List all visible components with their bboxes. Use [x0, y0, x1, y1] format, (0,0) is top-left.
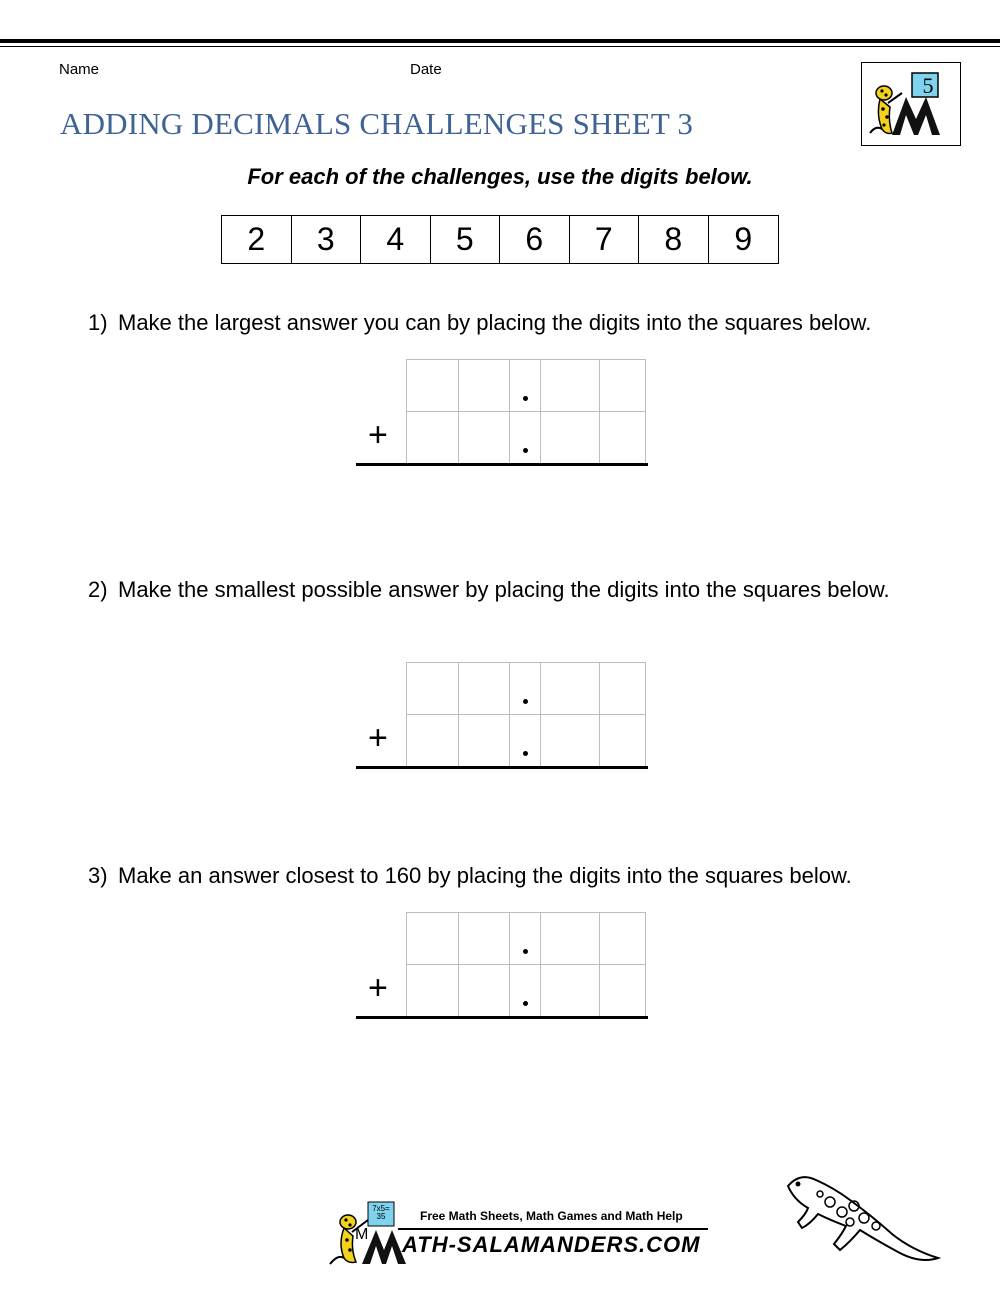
name-label: Name [59, 61, 100, 78]
addition-problem-1 [356, 359, 648, 467]
decimal-point [523, 1001, 528, 1006]
plus-sign: + [368, 969, 388, 1007]
question-number: 1) [88, 310, 108, 335]
footer-tagline: Free Math Sheets, Math Games and Math Help [420, 1209, 683, 1223]
digit-square[interactable] [599, 662, 646, 715]
digit-square[interactable] [599, 714, 646, 767]
digit-square[interactable] [406, 359, 459, 412]
decimal-point-cell [509, 714, 541, 767]
digit-strip [221, 215, 779, 264]
answer-grid [406, 359, 645, 463]
top-rule-thin [0, 46, 1000, 47]
digit-square[interactable] [458, 714, 510, 767]
digit-cell: 9 [734, 221, 753, 257]
answer-line [356, 1016, 648, 1019]
footer-site-name: ATH-SALAMANDERS.COM [402, 1232, 701, 1257]
digit-square[interactable] [458, 662, 510, 715]
digit-square[interactable] [540, 714, 600, 767]
digit-cell: 8 [639, 216, 709, 263]
date-label: Date [410, 61, 442, 78]
decimal-point [523, 949, 528, 954]
question-text: Make the largest answer you can by placing the digits into the squares below. [118, 310, 872, 335]
addition-problem-3 [356, 912, 648, 1020]
question-text: Make an answer closest to 160 by placing the digits into the squares below. [118, 863, 852, 888]
plus-sign: + [368, 416, 388, 454]
digit-square[interactable] [458, 912, 510, 965]
decimal-point-cell [509, 964, 541, 1017]
salamander-m-logo-icon [862, 63, 960, 145]
footer-badge-text: 7x5= 35 [372, 1204, 390, 1221]
footer-rule [398, 1228, 708, 1230]
grade-number: 5 [922, 73, 934, 98]
digit-square[interactable] [599, 359, 646, 412]
digit-square[interactable] [406, 411, 459, 464]
decimal-point-cell [509, 912, 541, 965]
digit-square[interactable] [599, 964, 646, 1017]
digit-square[interactable] [599, 411, 646, 464]
digit-square[interactable] [458, 964, 510, 1017]
digit-cell: 2 [222, 216, 292, 263]
answer-grid [406, 662, 645, 766]
question-text: Make the smallest possible answer by placing the digits into the squares below. [118, 577, 890, 602]
digit-cell: 6 [500, 216, 570, 263]
decimal-point [523, 448, 528, 453]
question-3 [88, 858, 958, 894]
grade-badge [861, 62, 961, 146]
salamander-icon [780, 1168, 945, 1268]
digit-square[interactable] [406, 714, 459, 767]
answer-line [356, 463, 648, 466]
top-rule [0, 39, 1000, 43]
digit-square[interactable] [406, 964, 459, 1017]
decimal-point [523, 699, 528, 704]
digit-cell: 5 [431, 216, 501, 263]
digit-square[interactable] [458, 359, 510, 412]
question-2 [88, 572, 958, 608]
footer-logo-letter: M [355, 1226, 369, 1243]
decimal-point [523, 751, 528, 756]
digit-cell: 3 [292, 216, 362, 263]
addition-problem-2 [356, 662, 648, 770]
digit-cell: 7 [570, 216, 640, 263]
answer-line [356, 766, 648, 769]
digit-square[interactable] [540, 912, 600, 965]
digit-square[interactable] [540, 359, 600, 412]
digit-square[interactable] [540, 662, 600, 715]
question-number: 2) [88, 577, 108, 602]
decimal-point [523, 396, 528, 401]
decimal-point-cell [509, 359, 541, 412]
digit-square[interactable] [599, 912, 646, 965]
question-1 [88, 305, 958, 341]
digit-square[interactable] [406, 662, 459, 715]
digit-square[interactable] [406, 912, 459, 965]
decimal-point-cell [509, 411, 541, 464]
decimal-point-cell [509, 662, 541, 715]
answer-grid [406, 912, 645, 1016]
instruction: For each of the challenges, use the digits below. [247, 164, 753, 189]
digit-square[interactable] [458, 411, 510, 464]
digit-cell: 4 [361, 216, 431, 263]
digit-square[interactable] [540, 411, 600, 464]
page-title: ADDING DECIMALS CHALLENGES SHEET 3 [60, 106, 694, 141]
question-number: 3) [88, 863, 108, 888]
digit-square[interactable] [540, 964, 600, 1017]
plus-sign: + [368, 719, 388, 757]
